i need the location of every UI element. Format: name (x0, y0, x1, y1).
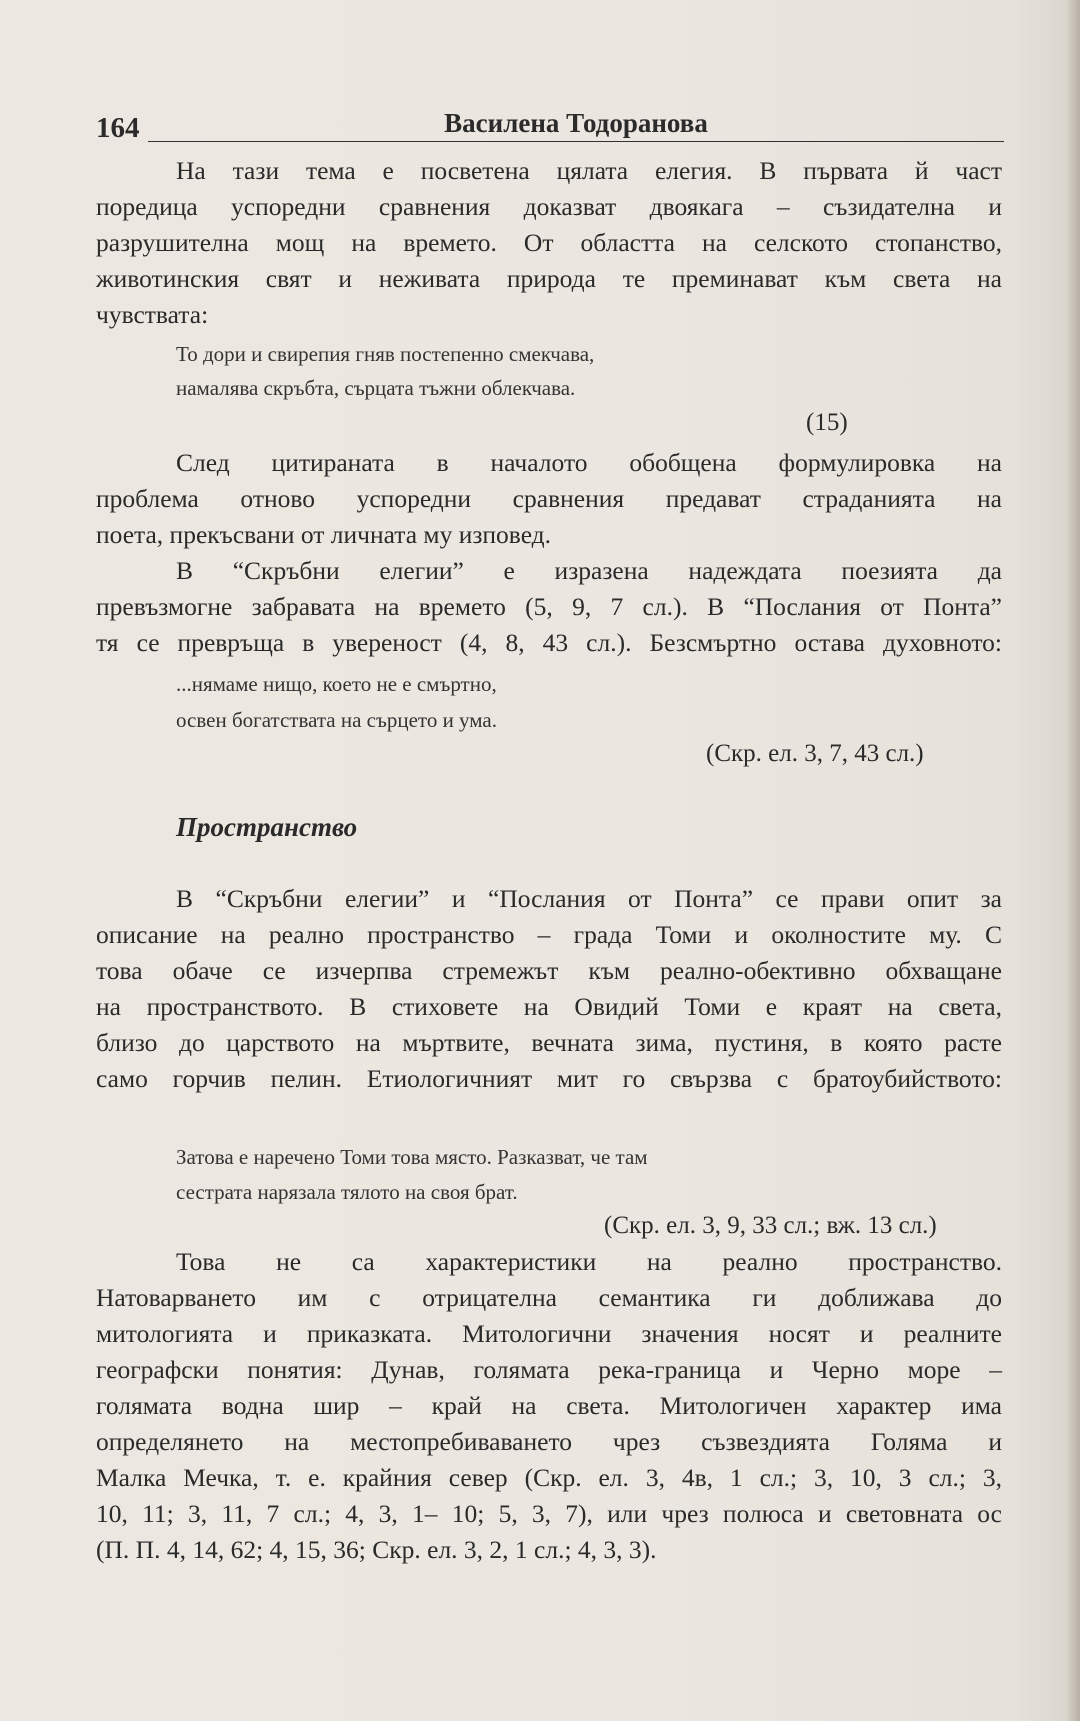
paragraph-1-line: животинския свят и неживата природа те преминават към света на (96, 264, 1002, 293)
page-edge-shadow (1066, 0, 1080, 1721)
paragraph-5-line: (П. П. 4, 14, 62; 4, 15, 36; Скр. ел. 3, 2, 1 сл.; 4, 3, 3). (96, 1535, 657, 1564)
quote-3-line: сестрата нарязала тялото на своя брат. (176, 1180, 518, 1204)
paragraph-3-line: превъзмогне забравата на времето (5, 9, 7 сл.). В “Послания от Понта” (96, 592, 1002, 621)
paragraph-1-line: поредица успоредни сравнения доказват двоякага – съзидателна и (96, 192, 1002, 221)
paragraph-3-line: В “Скръбни елегии” е изразена надеждата поезията да (176, 556, 1002, 585)
paragraph-5-line: географски понятия: Дунав, голямата река-граница и Черно море – (96, 1355, 1002, 1384)
paragraph-1-line: чувствата: (96, 300, 209, 329)
running-head-author: Василена Тодоранова (444, 108, 708, 138)
paragraph-2-line: проблема отново успоредни сравнения предават страданията на (96, 484, 1002, 513)
page-header (96, 104, 1004, 144)
paragraph-5-line: митологията и приказката. Митологични значения носят и реалните (96, 1319, 1002, 1348)
paragraph-5-line: определянето на местопребиваването чрез съзвездията Голяма и (96, 1427, 1002, 1456)
quote-3-reference: (Скр. ел. 3, 9, 33 сл.; вж. 13 сл.) (604, 1212, 937, 1239)
page-number: 164 (96, 112, 140, 144)
paragraph-4-line: само горчив пелин. Етиологичният мит го свързва с братоубийството: (96, 1064, 1002, 1093)
section-title: Пространство (176, 812, 358, 842)
paragraph-5-line: Това не са характеристики на реално пространство. (176, 1247, 1002, 1276)
paragraph-1-line: разрушителна мощ на времето. От областта на селското стопанство, (96, 228, 1002, 257)
paragraph-5-line: 10, 11; 3, 11, 7 сл.; 4, 3, 1– 10; 5, 3, 7), или чрез полюса и световната ос (96, 1499, 1002, 1528)
paragraph-5-line: голямата водна шир – край на света. Митологичен характер има (96, 1391, 1002, 1420)
quote-3-line: Затова е наречено Томи това място. Разказват, че там (176, 1145, 648, 1169)
quote-2-reference: (Скр. ел. 3, 7, 43 сл.) (706, 740, 924, 767)
paragraph-5-line: Натоварването им с отрицателна семантика ги доближава до (96, 1283, 1002, 1312)
paragraph-5-line: Малка Мечка, т. е. крайния север (Скр. ел. 3, 4в, 1 сл.; 3, 10, 3 сл.; 3, (96, 1463, 1002, 1492)
quote-1-reference: (15) (806, 409, 848, 436)
paragraph-3-line: тя се превръща в увереност (4, 8, 43 сл.). Безсмъртно остава духовното: (96, 628, 1002, 657)
paragraph-4-line: близо до царството на мъртвите, вечната зима, пустиня, в която расте (96, 1028, 1002, 1057)
paragraph-2-line: поета, прекъсвани от личната му изповед. (96, 520, 552, 549)
header-rule (148, 141, 1004, 142)
paragraph-1-line: На тази тема е посветена цялата елегия. В първата й част (176, 156, 1002, 185)
paragraph-4-line: това обаче се изчерпва стремежът към реално-обективно обхващане (96, 956, 1002, 985)
quote-1-line: То дори и свирепия гняв постепенно смекчава, (176, 342, 595, 366)
quote-2-line: ...нямаме нищо, което не е смъртно, (176, 672, 497, 696)
paragraph-4-line: В “Скръбни елегии” и “Послания от Понта” се прави опит за (176, 884, 1002, 913)
quote-1-line: намалява скръбта, сърцата тъжни облекчава. (176, 376, 576, 400)
paragraph-2-line: След цитираната в началото обобщена формулировка на (176, 448, 1002, 477)
paragraph-4-line: описание на реално пространство – града Томи и околностите му. С (96, 920, 1002, 949)
paragraph-4-line: на пространството. В стиховете на Овидий Томи е краят на света, (96, 992, 1002, 1021)
quote-2-line: освен богатствата на сърцето и ума. (176, 708, 497, 732)
